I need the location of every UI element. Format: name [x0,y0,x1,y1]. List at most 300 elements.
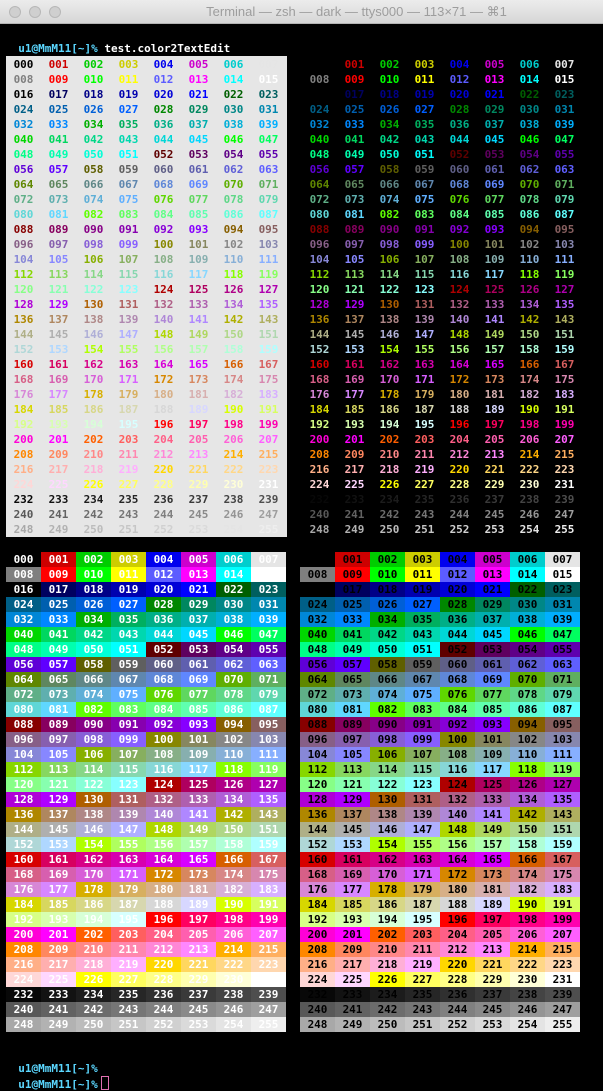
color-cell-229: 229 [484,478,505,491]
color-cell-180: 180 [449,388,470,401]
color-cell-032: 032 [13,118,34,131]
color-cell-022: 022 [510,582,545,597]
color-cell-038: 038 [223,118,244,131]
color-cell-000: 000 [6,552,41,567]
color-cell-183: 183 [545,882,580,897]
color-cell-091: 091 [414,223,435,236]
color-cell-064: 064 [300,672,335,687]
prompt-line-active[interactable] [5,1063,109,1091]
color-cell-181: 181 [181,882,216,897]
color-cell-107: 107 [111,747,146,762]
color-cell-207: 207 [545,927,580,942]
color-cell-043: 043 [111,627,146,642]
color-cell-175: 175 [545,867,580,882]
color-cell-076: 076 [153,193,174,206]
color-cell-223: 223 [545,957,580,972]
color-cell-059: 059 [111,657,146,672]
color-cell-070: 070 [519,178,540,191]
color-cell-090: 090 [83,223,104,236]
color-cell-207: 207 [554,433,575,446]
color-cell-063: 063 [545,657,580,672]
color-cell-219: 219 [405,957,440,972]
color-cell-020: 020 [153,88,174,101]
color-cell-006: 006 [510,552,545,567]
color-cell-056: 056 [6,657,41,672]
color-cell-145: 145 [344,328,365,341]
color-cell-119: 119 [251,762,286,777]
color-cell-209: 209 [344,448,365,461]
color-cell-009: 009 [41,567,76,582]
color-cell-057: 057 [335,657,370,672]
color-cell-014: 014 [510,567,545,582]
color-cell-027: 027 [405,597,440,612]
color-cell-037: 037 [475,612,510,627]
color-cell-205: 205 [181,927,216,942]
color-cell-141: 141 [181,807,216,822]
color-cell-088: 088 [309,223,330,236]
color-cell-021: 021 [484,88,505,101]
color-cell-210: 210 [83,448,104,461]
color-cell-130: 130 [379,298,400,311]
color-cell-205: 205 [188,433,209,446]
color-cell-166: 166 [216,852,251,867]
color-cell-084: 084 [449,208,470,221]
color-cell-167: 167 [554,358,575,371]
shell-prompt: u1@MmM11[~]% [18,42,98,55]
color-cell-185: 185 [48,403,69,416]
color-cell-010: 010 [83,73,104,86]
color-cell-024: 024 [6,597,41,612]
color-cell-123: 123 [111,777,146,792]
color-cell-205: 205 [475,927,510,942]
color-cell-054: 054 [223,148,244,161]
color-cell-253: 253 [475,1017,510,1032]
color-cell-167: 167 [251,852,286,867]
color-cell-093: 093 [181,717,216,732]
color-cell-253: 253 [188,523,209,536]
color-cell-166: 166 [223,358,244,371]
color-cell-031: 031 [258,103,279,116]
color-cell-218: 218 [76,957,111,972]
color-cell-242: 242 [76,1002,111,1017]
color-cell-146: 146 [83,328,104,341]
color-cell-223: 223 [554,463,575,476]
color-cell-208: 208 [13,448,34,461]
color-cell-175: 175 [554,373,575,386]
color-cell-106: 106 [83,253,104,266]
color-cell-242: 242 [379,508,400,521]
color-cell-126: 126 [510,777,545,792]
color-cell-214: 214 [519,448,540,461]
color-cell-119: 119 [554,268,575,281]
color-cell-195: 195 [111,912,146,927]
color-cell-197: 197 [484,418,505,431]
color-cell-112: 112 [300,762,335,777]
color-cell-254: 254 [216,1017,251,1032]
color-cell-044: 044 [449,133,470,146]
color-cell-002: 002 [379,58,400,71]
color-cell-020: 020 [146,582,181,597]
color-cell-107: 107 [405,747,440,762]
color-cell-240: 240 [309,508,330,521]
color-cell-120: 120 [309,283,330,296]
color-cell-168: 168 [309,373,330,386]
color-cell-156: 156 [440,837,475,852]
color-cell-079: 079 [545,687,580,702]
color-cell-106: 106 [76,747,111,762]
color-cell-024: 024 [300,597,335,612]
color-cell-215: 215 [251,942,286,957]
color-cell-158: 158 [510,837,545,852]
color-cell-003: 003 [111,552,146,567]
color-cell-050: 050 [370,642,405,657]
color-cell-227: 227 [405,972,440,987]
color-cell-039: 039 [251,612,286,627]
color-cell-144: 144 [300,822,335,837]
color-cell-237: 237 [181,987,216,1002]
color-cell-215: 215 [258,448,279,461]
color-cell-111: 111 [258,253,279,266]
color-cell-079: 079 [258,193,279,206]
color-cell-075: 075 [118,193,139,206]
color-cell-233: 233 [41,987,76,1002]
color-cell-204: 204 [440,927,475,942]
color-cell-244: 244 [146,1002,181,1017]
color-cell-251: 251 [118,523,139,536]
color-cell-070: 070 [216,672,251,687]
color-cell-211: 211 [414,448,435,461]
color-cell-136: 136 [309,313,330,326]
color-cell-247: 247 [554,508,575,521]
color-cell-089: 089 [41,717,76,732]
color-cell-122: 122 [83,283,104,296]
color-cell-032: 032 [309,118,330,131]
color-cell-066: 066 [370,672,405,687]
color-cell-038: 038 [216,612,251,627]
color-cell-029: 029 [484,103,505,116]
color-cell-095: 095 [251,717,286,732]
color-cell-202: 202 [370,927,405,942]
color-cell-159: 159 [545,837,580,852]
color-cell-202: 202 [76,927,111,942]
color-cell-227: 227 [111,972,146,987]
color-cell-071: 071 [251,672,286,687]
color-cell-046: 046 [510,627,545,642]
color-cell-221: 221 [484,463,505,476]
color-cell-193: 193 [41,912,76,927]
color-cell-112: 112 [309,268,330,281]
color-cell-147: 147 [118,328,139,341]
color-cell-225: 225 [344,478,365,491]
color-cell-041: 041 [48,133,69,146]
color-cell-047: 047 [554,133,575,146]
color-cell-200: 200 [300,927,335,942]
color-cell-117: 117 [475,762,510,777]
color-cell-086: 086 [223,208,244,221]
color-cell-100: 100 [146,732,181,747]
color-cell-155: 155 [414,343,435,356]
color-cell-111: 111 [545,747,580,762]
color-cell-226: 226 [379,478,400,491]
color-cell-135: 135 [258,298,279,311]
window-title: Terminal — zsh — dark — ttys000 — 113×71 — ⌘1 [206,4,507,19]
color-cell-114: 114 [370,762,405,777]
color-cell-211: 211 [118,448,139,461]
color-cell-062: 062 [519,163,540,176]
color-cell-231: 231 [554,478,575,491]
color-cell-211: 211 [111,942,146,957]
color-cell-217: 217 [335,957,370,972]
color-cell-189: 189 [475,897,510,912]
color-cell-234: 234 [83,493,104,506]
color-cell-228: 228 [146,972,181,987]
color-cell-073: 073 [335,687,370,702]
color-cell-190: 190 [216,897,251,912]
color-cell-134: 134 [216,792,251,807]
color-cell-010: 010 [370,567,405,582]
color-cell-233: 233 [335,987,370,1002]
color-cell-169: 169 [344,373,365,386]
color-cell-158: 158 [519,343,540,356]
color-cell-143: 143 [545,807,580,822]
color-cell-022: 022 [216,582,251,597]
color-cell-208: 208 [300,942,335,957]
color-cell-039: 039 [545,612,580,627]
color-cell-131: 131 [414,298,435,311]
color-cell-080: 080 [13,208,34,221]
color-cell-121: 121 [48,283,69,296]
color-cell-154: 154 [379,343,400,356]
color-cell-005: 005 [181,552,216,567]
color-cell-224: 224 [300,972,335,987]
color-cell-026: 026 [76,597,111,612]
color-cell-247: 247 [258,508,279,521]
color-cell-221: 221 [475,957,510,972]
color-cell-094: 094 [216,717,251,732]
color-cell-019: 019 [414,88,435,101]
color-cell-236: 236 [153,493,174,506]
color-cell-004: 004 [153,58,174,71]
color-cell-053: 053 [188,148,209,161]
color-cell-203: 203 [111,927,146,942]
color-cell-133: 133 [475,792,510,807]
color-cell-051: 051 [414,148,435,161]
color-cell-109: 109 [181,747,216,762]
color-cell-195: 195 [414,418,435,431]
color-cell-196: 196 [146,912,181,927]
color-cell-113: 113 [41,762,76,777]
color-cell-219: 219 [111,957,146,972]
color-cell-214: 214 [216,942,251,957]
color-cell-099: 099 [111,732,146,747]
color-cell-194: 194 [83,418,104,431]
color-cell-053: 053 [484,148,505,161]
color-cell-167: 167 [545,852,580,867]
color-cell-218: 218 [370,957,405,972]
color-cell-110: 110 [223,253,244,266]
color-cell-073: 073 [344,193,365,206]
color-cell-118: 118 [510,762,545,777]
color-cell-068: 068 [440,672,475,687]
color-cell-092: 092 [449,223,470,236]
color-cell-152: 152 [13,343,34,356]
color-cell-040: 040 [309,133,330,146]
color-cell-004: 004 [440,552,475,567]
color-cell-154: 154 [370,837,405,852]
color-cell-037: 037 [181,612,216,627]
color-cell-048: 048 [309,148,330,161]
color-cell-128: 128 [300,792,335,807]
color-cell-036: 036 [440,612,475,627]
color-cell-178: 178 [379,388,400,401]
color-cell-194: 194 [379,418,400,431]
color-cell-099: 099 [414,238,435,251]
color-cell-076: 076 [449,193,470,206]
color-cell-160: 160 [6,852,41,867]
color-cell-188: 188 [146,897,181,912]
color-cell-026: 026 [370,597,405,612]
color-cell-249: 249 [48,523,69,536]
color-cell-187: 187 [414,403,435,416]
color-cell-171: 171 [405,867,440,882]
color-cell-161: 161 [48,358,69,371]
color-cell-081: 081 [48,208,69,221]
color-cell-151: 151 [545,822,580,837]
color-cell-072: 072 [309,193,330,206]
color-cell-229: 229 [475,972,510,987]
color-cell-011: 011 [405,567,440,582]
color-cell-148: 148 [449,328,470,341]
color-cell-014: 014 [519,73,540,86]
color-cell-025: 025 [344,103,365,116]
color-cell-225: 225 [48,478,69,491]
color-cell-058: 058 [76,657,111,672]
color-cell-179: 179 [118,388,139,401]
color-cell-116: 116 [449,268,470,281]
color-cell-241: 241 [344,508,365,521]
color-cell-197: 197 [475,912,510,927]
color-cell-173: 173 [181,867,216,882]
color-cell-105: 105 [335,747,370,762]
color-cell-004: 004 [146,552,181,567]
color-cell-165: 165 [475,852,510,867]
close-button[interactable] [9,6,21,18]
color-cell-148: 148 [440,822,475,837]
color-cell-156: 156 [449,343,470,356]
color-cell-075: 075 [111,687,146,702]
color-cell-090: 090 [379,223,400,236]
color-cell-021: 021 [181,582,216,597]
color-cell-152: 152 [309,343,330,356]
color-cell-239: 239 [554,493,575,506]
color-cell-095: 095 [258,223,279,236]
color-cell-014: 014 [216,567,251,582]
color-cell-003: 003 [414,58,435,71]
color-cell-199: 199 [251,912,286,927]
color-cell-013: 013 [181,567,216,582]
color-cell-075: 075 [405,687,440,702]
color-cell-120: 120 [6,777,41,792]
color-cell-115: 115 [111,762,146,777]
color-cell-247: 247 [545,1002,580,1017]
color-cell-126: 126 [216,777,251,792]
color-cell-002: 002 [76,552,111,567]
color-cell-196: 196 [153,418,174,431]
minimize-button[interactable] [29,6,41,18]
color-cell-193: 193 [48,418,69,431]
color-cell-065: 065 [344,178,365,191]
color-cell-016: 016 [300,582,335,597]
color-cell-009: 009 [335,567,370,582]
color-cell-023: 023 [258,88,279,101]
color-cell-130: 130 [76,792,111,807]
color-cell-037: 037 [484,118,505,131]
fg-colors-on-light-panel [6,56,287,537]
color-cell-097: 097 [48,238,69,251]
color-cell-050: 050 [83,148,104,161]
color-cell-092: 092 [153,223,174,236]
color-cell-215: 215 [545,942,580,957]
color-cell-184: 184 [6,897,41,912]
color-cell-217: 217 [41,957,76,972]
shell-prompt: u1@MmM11[~]% [18,1078,98,1091]
color-cell-150: 150 [223,328,244,341]
color-cell-162: 162 [83,358,104,371]
color-cell-186: 186 [370,897,405,912]
color-cell-149: 149 [484,328,505,341]
color-cell-085: 085 [475,702,510,717]
color-cell-245: 245 [484,508,505,521]
color-cell-191: 191 [258,403,279,416]
color-cell-102: 102 [519,238,540,251]
color-cell-034: 034 [370,612,405,627]
color-cell-238: 238 [519,493,540,506]
color-cell-126: 126 [519,283,540,296]
color-cell-085: 085 [181,702,216,717]
color-cell-039: 039 [554,118,575,131]
color-cell-116: 116 [146,762,181,777]
color-cell-083: 083 [405,702,440,717]
zoom-button[interactable] [49,6,61,18]
color-cell-023: 023 [554,88,575,101]
color-cell-076: 076 [440,687,475,702]
color-cell-042: 042 [370,627,405,642]
color-cell-144: 144 [13,328,34,341]
color-cell-172: 172 [153,373,174,386]
color-cell-081: 081 [344,208,365,221]
color-cell-248: 248 [309,523,330,536]
color-cell-103: 103 [251,732,286,747]
color-cell-100: 100 [440,732,475,747]
color-cell-220: 220 [440,957,475,972]
color-cell-049: 049 [48,148,69,161]
color-cell-177: 177 [41,882,76,897]
color-cell-054: 054 [216,642,251,657]
color-cell-043: 043 [414,133,435,146]
color-cell-033: 033 [41,612,76,627]
color-cell-189: 189 [188,403,209,416]
color-cell-132: 132 [440,792,475,807]
color-cell-124: 124 [440,777,475,792]
color-cell-228: 228 [153,478,174,491]
color-cell-125: 125 [475,777,510,792]
color-cell-103: 103 [545,732,580,747]
color-cell-244: 244 [153,508,174,521]
color-cell-104: 104 [13,253,34,266]
color-cell-140: 140 [146,807,181,822]
color-cell-041: 041 [41,627,76,642]
color-cell-162: 162 [370,852,405,867]
